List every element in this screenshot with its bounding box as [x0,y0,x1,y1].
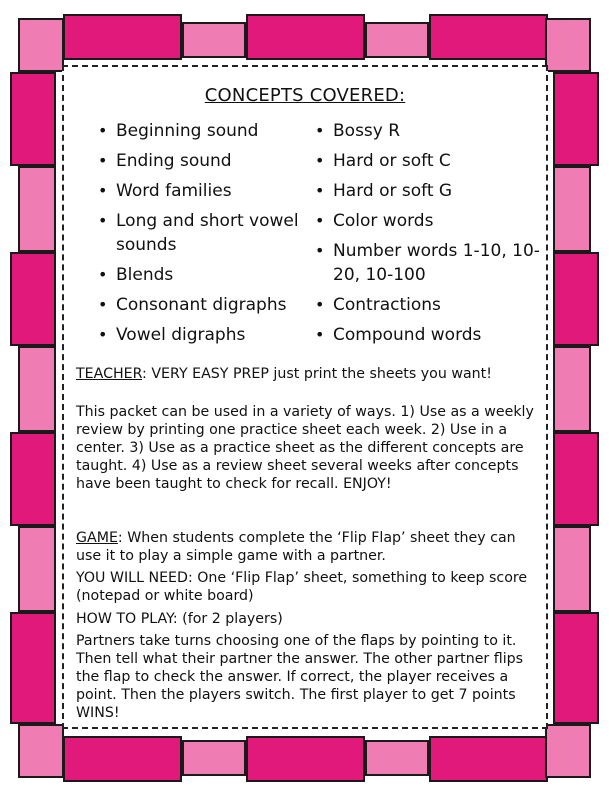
list-item: • Hard or soft C [315,149,540,173]
border-tile [545,724,591,778]
border-tile [553,252,599,346]
border-tile [18,346,56,432]
need-note [76,569,542,605]
border-tile [10,612,56,724]
how-heading [76,610,542,628]
border-tile [10,72,56,166]
list-item: • Blends [98,263,308,287]
border-tile [553,612,599,724]
border-tile [553,526,591,612]
need-text: : One ‘Flip Flap’ sheet, something to keep score (notepad or white board) [76,570,528,604]
list-item: • Word families [98,179,308,203]
list-item: • Ending sound [98,149,308,173]
game-label: GAME [76,530,118,546]
border-tile [365,740,429,776]
list-item: • Beginning sound [98,119,308,143]
border-tile [10,432,56,526]
border-tile [545,18,591,72]
border-tile [182,740,246,776]
concepts-list-right [315,119,540,353]
list-item: • Bossy R [315,119,540,143]
border-tile [365,22,429,58]
border-tile [553,72,599,166]
border-tile [246,14,365,60]
list-item: • Long and short vowel sounds [98,209,308,257]
border-tile [429,736,548,782]
border-tile [63,14,182,60]
page-title: CONCEPTS COVERED: [204,85,406,106]
border-tile [63,736,182,782]
border-tile [18,724,64,778]
list-item: • Vowel digraphs [98,323,308,347]
border-tile [553,432,599,526]
game-text: : When students complete the ‘Flip Flap’ sheet they can use it to play a simple game with a partner. [76,530,516,564]
border-tile [18,526,56,612]
how-paragraph: Partners take turns choosing one of the flaps by pointing to it. Then tell what their partner the answer. The other partner flips the flap to check the answer. If correct, the player receives a point. Then the players switch. The first player to get 7 points WINS! [76,633,524,721]
list-item: • Contractions [315,293,540,317]
content-panel [62,65,548,729]
concepts-list-left [98,119,308,353]
list-item: • Compound words [315,323,540,347]
border-tile [18,166,56,252]
teacher-label: TEACHER [76,366,143,382]
border-tile [429,14,548,60]
list-item: • Color words [315,209,540,233]
game-note [76,529,542,565]
border-tile [246,736,365,782]
border-tile [182,22,246,58]
list-item: • Number words 1-10, 10-20, 10-100 [315,239,540,287]
need-label: YOU WILL NEED [76,570,188,586]
teacher-paragraph: This packet can be used in a variety of ways. 1) Use as a weekly review by printing one practice sheet each week. 2) Use in a center. 3) Use as a practice sheet as the different concepts are taught. 4) Use as a review sheet several weeks after concepts have been taught to check for recall. ENJOY! [76,404,534,492]
list-item: • Hard or soft G [315,179,540,203]
how-label: HOW TO PLAY [76,611,173,627]
border-tile [10,252,56,346]
teacher-text: : VERY EASY PREP just print the sheets you want! [142,366,492,382]
list-item: • Consonant digraphs [98,293,308,317]
border-tile [553,166,591,252]
teacher-note [76,365,542,383]
how-text: : (for 2 players) [172,611,283,627]
border-tile [553,346,591,432]
border-tile [18,18,64,72]
